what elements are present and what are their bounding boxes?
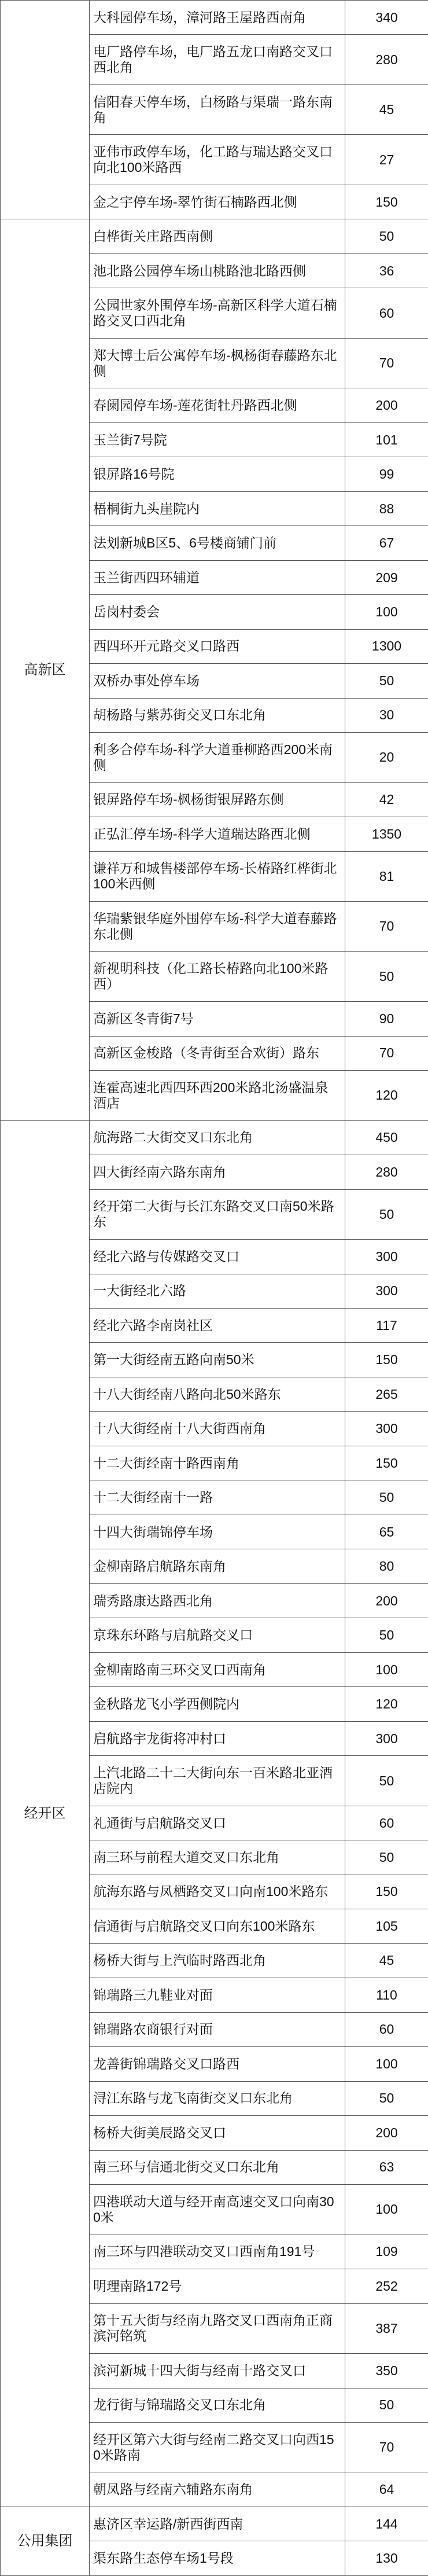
location-cell: 龙行街与锦瑞路交叉口东北角	[90, 2388, 345, 2422]
location-cell: 高新区冬青街7号	[90, 1002, 345, 1036]
location-cell: 一大街经北六路	[90, 1274, 345, 1308]
parking-spaces-cell: 90	[345, 1002, 428, 1036]
parking-spaces-cell: 100	[345, 595, 428, 629]
parking-spaces-cell: 50	[345, 219, 428, 253]
parking-spaces-cell: 105	[345, 1909, 428, 1943]
parking-spaces-cell: 27	[345, 135, 428, 185]
location-cell: 正弘汇停车场-科学大道瑞达路西北侧	[90, 817, 345, 851]
parking-spaces-cell: 130	[345, 2541, 428, 2575]
location-cell: 十二大街经南十一路	[90, 1480, 345, 1515]
parking-spaces-cell: 50	[345, 1189, 428, 1239]
parking-spaces-cell: 120	[345, 1071, 428, 1120]
parking-spaces-cell: 70	[345, 2423, 428, 2472]
parking-spaces-cell: 80	[345, 1549, 428, 1583]
table-row	[1, 2507, 428, 2541]
location-cell: 南三环与四港联动交叉口西南角191号	[90, 2235, 345, 2269]
location-cell: 瑞秀路康达路西北角	[90, 1583, 345, 1618]
parking-spaces-cell: 117	[345, 1308, 428, 1342]
location-cell: 信阳春天停车场，白杨路与渠瑞一路东南角	[90, 84, 345, 134]
parking-spaces-cell: 30	[345, 698, 428, 732]
parking-spaces-cell: 300	[345, 1240, 428, 1274]
location-cell: 航海路二大街交叉口东北角	[90, 1120, 345, 1155]
district-cell: 公用集团	[1, 2507, 90, 2575]
location-cell: 玉兰街西四环辅道	[90, 560, 345, 594]
parking-spaces-cell: 350	[345, 2354, 428, 2388]
parking-spaces-cell: 209	[345, 560, 428, 594]
parking-lot-table-body	[1, 1, 428, 2576]
parking-spaces-cell: 340	[345, 1, 428, 35]
parking-spaces-cell: 63	[345, 2150, 428, 2184]
location-cell: 南三环与前程大道交叉口东北角	[90, 1840, 345, 1875]
location-cell: 利多合停车场-科学大道垂柳路西200米南侧	[90, 733, 345, 782]
parking-spaces-cell: 101	[345, 422, 428, 457]
parking-spaces-cell: 200	[345, 388, 428, 422]
location-cell: 岳岗村委会	[90, 595, 345, 629]
district-cell	[1, 1, 90, 219]
location-cell: 银屏路停车场-枫杨街银屏路东侧	[90, 782, 345, 817]
location-cell: 亚伟市政停车场，化工路与瑞达路交叉口向北100米路西	[90, 135, 345, 185]
parking-spaces-cell: 200	[345, 1583, 428, 1618]
district-cell: 高新区	[1, 219, 90, 1120]
location-cell: 十二大街经南十路西南角	[90, 1446, 345, 1480]
parking-spaces-cell: 1300	[345, 629, 428, 663]
location-cell: 玉兰街7号院	[90, 422, 345, 457]
location-cell: 锦瑞路农商银行对面	[90, 2012, 345, 2046]
location-cell: 经北六路李南岗社区	[90, 1308, 345, 1342]
parking-spaces-cell: 1350	[345, 817, 428, 851]
parking-spaces-cell: 81	[345, 851, 428, 901]
parking-spaces-cell: 50	[345, 1480, 428, 1515]
table-row	[1, 1120, 428, 1155]
location-cell: 锦瑞路三九鞋业对面	[90, 1978, 345, 2012]
parking-spaces-cell: 200	[345, 2116, 428, 2150]
location-cell: 梧桐街九头崖院内	[90, 491, 345, 526]
location-cell: 法划新城B区5、6号楼商铺门前	[90, 526, 345, 560]
parking-spaces-cell: 70	[345, 1036, 428, 1070]
parking-spaces-cell: 45	[345, 1943, 428, 1978]
parking-spaces-cell: 109	[345, 2235, 428, 2269]
parking-spaces-cell: 50	[345, 1618, 428, 1652]
parking-spaces-cell: 42	[345, 782, 428, 817]
parking-spaces-cell: 20	[345, 733, 428, 782]
location-cell: 十八大街经南十八大街西南角	[90, 1412, 345, 1446]
location-cell: 礼通街与启航路交叉口	[90, 1806, 345, 1840]
location-cell: 惠济区幸运路/新西街西南	[90, 2507, 345, 2541]
location-cell: 经开第二大街与长江东路交叉口南50米路东	[90, 1189, 345, 1239]
location-cell: 金柳南路南三环交叉口西南角	[90, 1652, 345, 1686]
location-cell: 滨河新城十四大街与经南十路交叉口	[90, 2354, 345, 2388]
district-cell: 经开区	[1, 1120, 90, 2507]
location-cell: 十四大街瑞锦停车场	[90, 1515, 345, 1549]
location-cell: 大科园停车场，漳河路王屋路西南角	[90, 1, 345, 35]
location-cell: 池北路公园停车场山桃路池北路西侧	[90, 253, 345, 288]
parking-spaces-cell: 252	[345, 2269, 428, 2303]
location-cell: 郑大博士后公寓停车场-枫杨街春藤路东北侧	[90, 338, 345, 388]
location-cell: 金之宇停车场-翠竹街石楠路西北侧	[90, 185, 345, 219]
parking-spaces-cell: 300	[345, 1274, 428, 1308]
location-cell: 上汽北路二十二大街向东一百米路北亚酒店院内	[90, 1756, 345, 1806]
parking-spaces-cell: 100	[345, 2185, 428, 2235]
parking-spaces-cell: 50	[345, 1840, 428, 1875]
parking-spaces-cell: 387	[345, 2303, 428, 2353]
location-cell: 白桦街关庄路西南侧	[90, 219, 345, 253]
location-cell: 第十五大街与经南九路交叉口西南角正商滨河铭筑	[90, 2303, 345, 2353]
table-row	[1, 1, 428, 35]
location-cell: 公园世家外围停车场-高新区科学大道石楠路交叉口西北角	[90, 288, 345, 338]
location-cell: 华瑞紫银华庭外围停车场-科学大道春藤路东北侧	[90, 902, 345, 951]
location-cell: 杨桥大街与上汽临时路西北角	[90, 1943, 345, 1978]
parking-spaces-cell: 70	[345, 902, 428, 951]
parking-spaces-cell: 265	[345, 1377, 428, 1411]
parking-spaces-cell: 150	[345, 185, 428, 219]
location-cell: 四大街经南六路东南角	[90, 1155, 345, 1189]
table-row	[1, 219, 428, 253]
location-cell: 四港联动大道与经开南高速交叉口向南300米	[90, 2185, 345, 2235]
parking-spaces-cell: 100	[345, 2047, 428, 2081]
location-cell: 谦祥万和城售楼部停车场-长椿路红桦街北100米西侧	[90, 851, 345, 901]
location-cell: 高新区金梭路（冬青街至合欢街）路东	[90, 1036, 345, 1070]
parking-spaces-cell: 300	[345, 1412, 428, 1446]
parking-spaces-cell: 300	[345, 1721, 428, 1755]
parking-spaces-cell: 50	[345, 2081, 428, 2115]
parking-spaces-cell: 65	[345, 1515, 428, 1549]
location-cell: 第一大街经南五路向南50米	[90, 1343, 345, 1377]
parking-spaces-cell: 60	[345, 1806, 428, 1840]
parking-spaces-cell: 150	[345, 1343, 428, 1377]
parking-spaces-cell: 120	[345, 1687, 428, 1721]
parking-spaces-cell: 280	[345, 35, 428, 84]
parking-spaces-cell: 450	[345, 1120, 428, 1155]
parking-spaces-cell: 150	[345, 1446, 428, 1480]
location-cell: 朝凤路与经南六辅路东南角	[90, 2472, 345, 2507]
parking-spaces-cell: 45	[345, 84, 428, 134]
parking-spaces-cell: 88	[345, 491, 428, 526]
location-cell: 南三环与信通北街交叉口东北角	[90, 2150, 345, 2184]
location-cell: 银屏路16号院	[90, 457, 345, 491]
location-cell: 启航路宇龙街将冲村口	[90, 1721, 345, 1755]
location-cell: 明理南路172号	[90, 2269, 345, 2303]
parking-spaces-cell: 60	[345, 288, 428, 338]
location-cell: 经开区第六大街与经南二路交叉口向西150米路南	[90, 2423, 345, 2472]
location-cell: 新视明科技（化工路长椿路向北100米路西）	[90, 951, 345, 1001]
location-cell: 金秋路龙飞小学西侧院内	[90, 1687, 345, 1721]
parking-spaces-cell: 50	[345, 2388, 428, 2422]
location-cell: 京珠东环路与启航路交叉口	[90, 1618, 345, 1652]
parking-spaces-cell: 280	[345, 1155, 428, 1189]
parking-spaces-cell: 67	[345, 526, 428, 560]
parking-spaces-cell: 50	[345, 951, 428, 1001]
location-cell: 航海东路与凤栖路交叉口向南100米路东	[90, 1875, 345, 1909]
parking-spaces-cell: 100	[345, 1652, 428, 1686]
location-cell: 龙善街锦瑞路交叉口路西	[90, 2047, 345, 2081]
location-cell: 渠东路生态停车场1号段	[90, 2541, 345, 2575]
parking-spaces-cell: 36	[345, 253, 428, 288]
parking-spaces-cell: 50	[345, 1756, 428, 1806]
location-cell: 浔江东路与龙飞南街交叉口东北角	[90, 2081, 345, 2115]
parking-spaces-cell: 144	[345, 2507, 428, 2541]
parking-spaces-cell: 70	[345, 338, 428, 388]
location-cell: 春阑园停车场-莲花街牡丹路西北侧	[90, 388, 345, 422]
location-cell: 电厂路停车场，电厂路五龙口南路交叉口西北角	[90, 35, 345, 84]
parking-spaces-cell: 64	[345, 2472, 428, 2507]
location-cell: 双桥办事处停车场	[90, 664, 345, 698]
location-cell: 经北六路与传媒路交叉口	[90, 1240, 345, 1274]
location-cell: 胡杨路与紫苏街交叉口东北角	[90, 698, 345, 732]
parking-spaces-cell: 150	[345, 1875, 428, 1909]
location-cell: 杨桥大街美辰路交叉口	[90, 2116, 345, 2150]
location-cell: 十八大街经南八路向北50米路东	[90, 1377, 345, 1411]
location-cell: 西四环开元路交叉口路西	[90, 629, 345, 663]
parking-spaces-cell: 60	[345, 2012, 428, 2046]
location-cell: 信通街与启航路交叉口向东100米路东	[90, 1909, 345, 1943]
location-cell: 金柳南路启航路东南角	[90, 1549, 345, 1583]
location-cell: 连霍高速北西四环西200米路北汤盛温泉酒店	[90, 1071, 345, 1120]
parking-spaces-cell: 50	[345, 664, 428, 698]
parking-spaces-cell: 99	[345, 457, 428, 491]
parking-spaces-cell: 110	[345, 1978, 428, 2012]
